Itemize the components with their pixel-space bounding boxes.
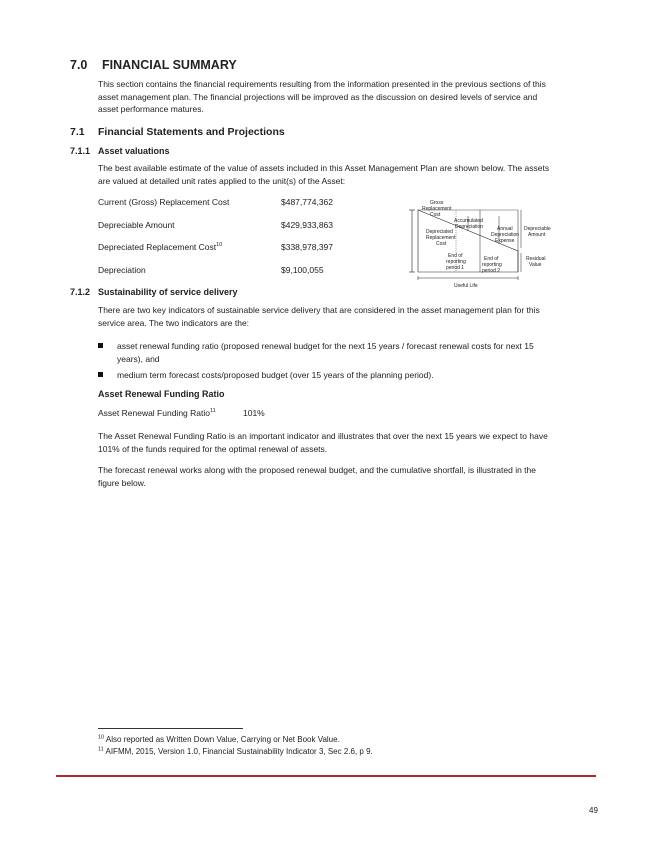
valuation-row (98, 197, 333, 207)
section-intro: This section contains the financial requirements resulting from the information presented in the previous sections of this asset management plan. The financial projections will be improved as the discussion on desired levels of service and asset performance matures. (98, 79, 546, 114)
bullet-icon (98, 372, 103, 377)
diagram-label: End of reporting period 2 (482, 256, 502, 274)
valuation-row (98, 242, 333, 252)
valuation-value: $487,774,362 (281, 197, 333, 207)
diagram-label: Useful Life (454, 283, 478, 289)
page-number: 49 (589, 806, 598, 815)
depreciation-diagram (408, 196, 558, 292)
footnote-text: Also reported as Written Down Value, Carrying or Net Book Value. (104, 735, 340, 744)
list-item (98, 369, 558, 382)
section-heading (70, 58, 237, 72)
valuation-label: Depreciation (98, 265, 146, 275)
diagram-label: Accumulated Depreciation (454, 218, 484, 230)
subsection-title: Asset valuations (98, 146, 170, 156)
section-title: FINANCIAL SUMMARY (102, 58, 237, 72)
sustainability-text: There are two key indicators of sustainable service delivery that are considered in the asset management plan for this service area. The two indicators are the: (98, 305, 540, 328)
arfr-heading: Asset Renewal Funding Ratio (98, 389, 225, 399)
valuation-label: Current (Gross) Replacement Cost (98, 197, 230, 207)
subsection-title: Sustainability of service delivery (98, 287, 238, 297)
diagram-label: Gross Replacement Cost (422, 200, 452, 218)
subsection-number: 7.1 (70, 126, 85, 138)
valuation-label: Depreciable Amount (98, 220, 175, 230)
valuation-label: Depreciated Replacement Cost (98, 242, 217, 252)
footnote (98, 747, 373, 756)
footnote-divider (98, 728, 243, 729)
forecast-paragraph: The forecast renewal works along with the proposed renewal budget, and the cumulative shortfall, is illustrated in the figure below. (98, 465, 536, 488)
footnote-ref[interactable]: 10 (216, 242, 223, 249)
footer-rule (56, 775, 596, 777)
list-item-text: medium term forecast costs/proposed budget (over 15 years of the planning period). (117, 370, 434, 380)
list-item (98, 340, 558, 365)
arfr-label: Asset Renewal Funding Ratio (98, 408, 210, 418)
diagram-label: Depreciable Amount (524, 226, 551, 238)
valuation-row (98, 220, 333, 230)
section-number: 7.0 (70, 58, 88, 72)
valuation-value: $338,978,397 (281, 242, 333, 252)
list-item-text: asset renewal funding ratio (proposed renewal budget for the next 15 years / forecast renewal costs for next 15 years), and (117, 341, 534, 364)
arfr-value: 101% (243, 408, 265, 418)
bullet-icon (98, 343, 103, 348)
footnote-ref[interactable]: 11 (209, 408, 216, 415)
arfr-paragraph: The Asset Renewal Funding Ratio is an important indicator and illustrates that over the next 15 years we expect to have 101% of the funds required for the optimal renewal of assets. (98, 431, 548, 454)
diagram-label: Annual Depreciation Expense (491, 226, 520, 244)
footnote-text: AIFMM, 2015, Version 1.0, Financial Sustainability Indicator 3, Sec 2.6, p 9. (103, 747, 373, 756)
footnote (98, 735, 340, 744)
diagram-label: Depreciated Replacement Cost (426, 229, 456, 247)
footnote-number: 10 (98, 734, 105, 741)
valuation-value: $429,933,863 (281, 220, 333, 230)
subsection-title: Financial Statements and Projections (98, 126, 285, 138)
diagram-label: Residual Value (526, 256, 546, 268)
arfr-row (98, 408, 265, 418)
footnote-number: 11 (98, 746, 104, 753)
asset-valuations-text: The best available estimate of the value of assets included in this Asset Management Plan are shown below. The assets are valued at detailed unit rates applied to the unit(s) of the Asset: (98, 163, 550, 186)
valuation-row (98, 265, 324, 275)
valuation-value: $9,100,055 (281, 265, 324, 275)
diagram-label: End of reporting period 1 (446, 253, 466, 271)
subsection-number: 7.1.1 (70, 146, 91, 156)
subsection-number: 7.1.2 (70, 287, 91, 297)
